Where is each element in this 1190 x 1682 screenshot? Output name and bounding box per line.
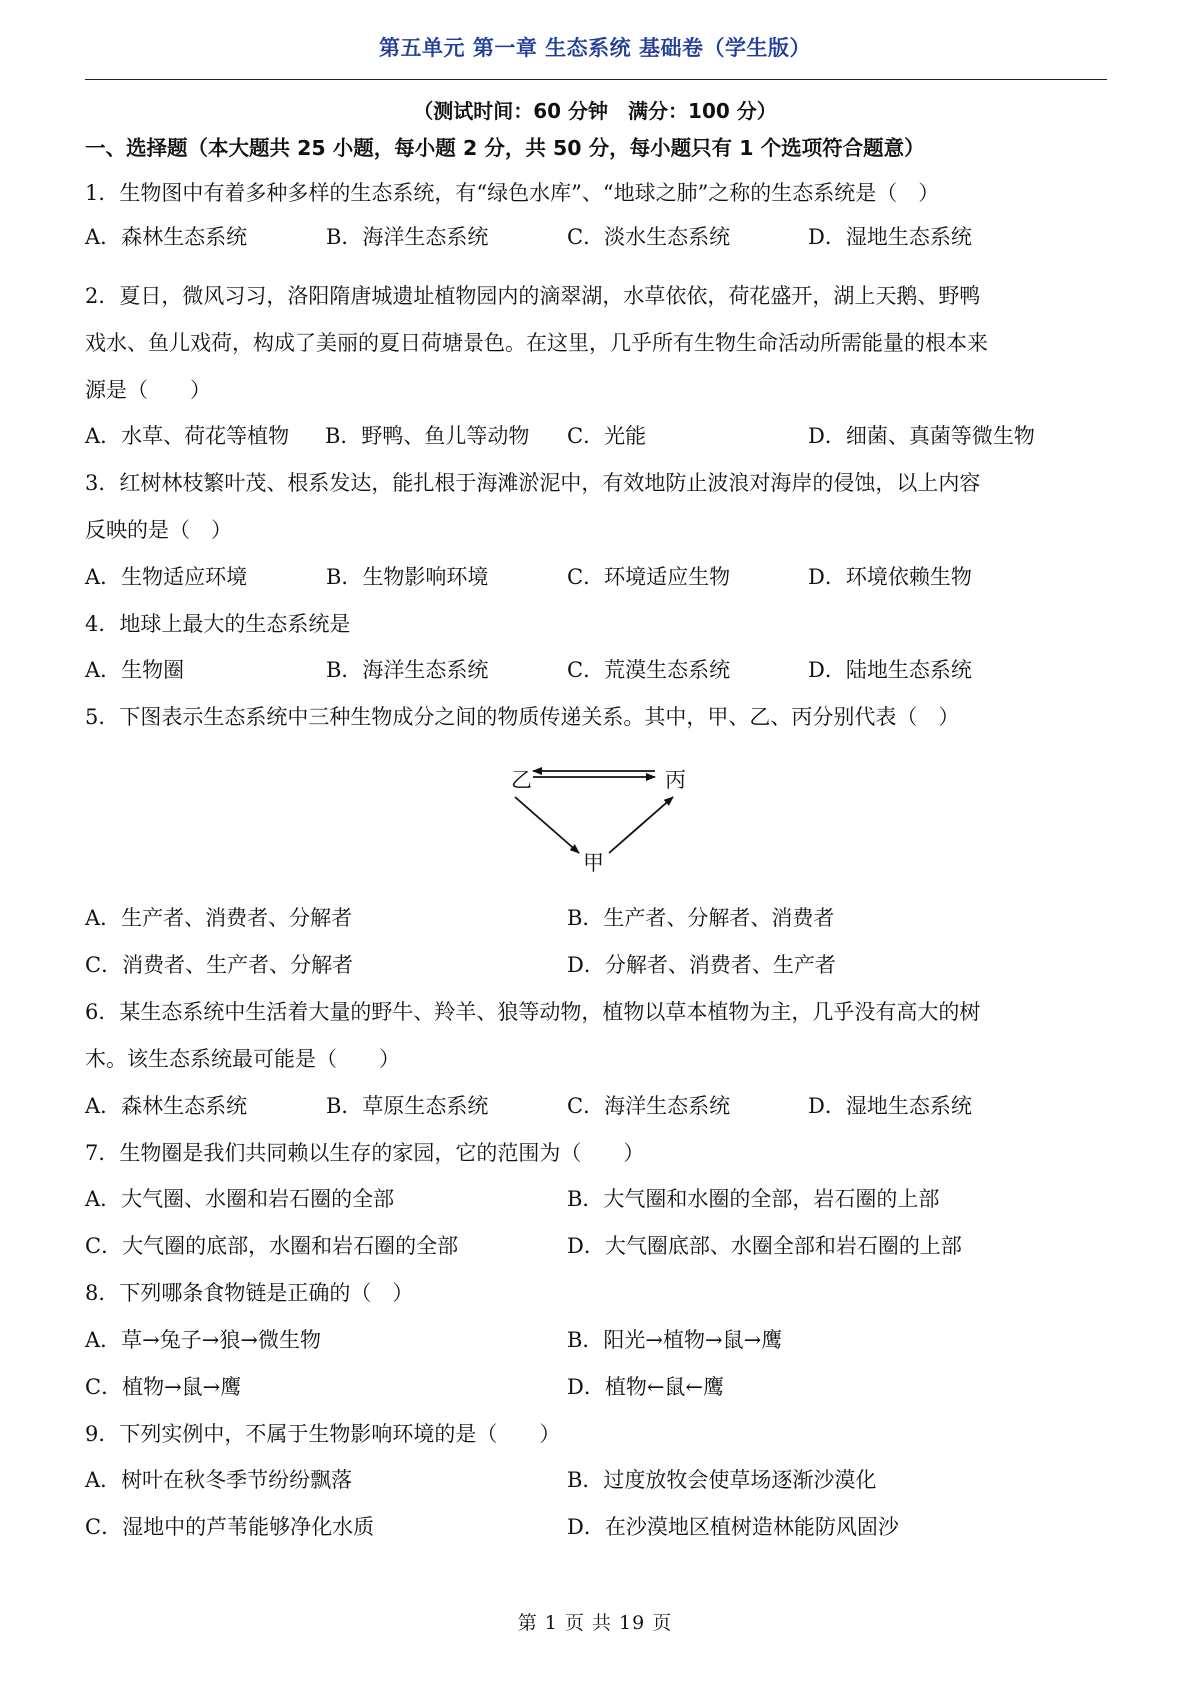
option-c: C．环境适应生物: [567, 565, 731, 589]
option-d: D．陆地生态系统: [808, 658, 972, 682]
option-d: D．在沙漠地区植树造林能防风固沙: [567, 1515, 899, 1539]
option-a: A．树叶在秋冬季节纷纷飘落: [85, 1468, 353, 1492]
option-c: C．湿地中的芦苇能够净化水质: [85, 1515, 375, 1539]
question-7-options-row-1: [85, 1184, 1115, 1214]
question-5-options-row-1: [85, 903, 1115, 933]
option-c: C．植物→鼠→鹰: [85, 1375, 242, 1399]
option-b: B．野鸭、鱼儿等动物: [325, 424, 530, 448]
option-d: D．分解者、消费者、生产者: [567, 953, 836, 977]
option-b: B．草原生态系统: [326, 1094, 489, 1118]
question-7-stem: 7．生物圈是我们共同赖以生存的家园，它的范围为（ ）: [85, 1141, 645, 1165]
question-2-stem-line-2: 戏水、鱼儿戏荷，构成了美丽的夏日荷塘景色。在这里，几乎所有生物生命活动所需能量的根本来: [85, 331, 988, 355]
option-b: B．生产者、分解者、消费者: [567, 906, 835, 930]
question-6-stem-line-1: 6．某生态系统中生活着大量的野牛、羚羊、狼等动物，植物以草本植物为主，几乎没有高大的树: [85, 1000, 981, 1024]
question-6-stem-line-2: 木。该生态系统最可能是（ ）: [85, 1047, 400, 1071]
question-8-stem: 8．下列哪条食物链是正确的（ ）: [85, 1281, 414, 1305]
option-b: B．大气圈和水圈的全部，岩石圈的上部: [567, 1187, 940, 1211]
question-9-options-row-2: [85, 1512, 1115, 1542]
option-c: C．荒漠生态系统: [567, 658, 731, 682]
question-9-options-row-1: [85, 1465, 1115, 1495]
arrow-jia-to-bing: [609, 797, 673, 853]
option-d: D．湿地生态系统: [808, 225, 972, 249]
option-c: C．淡水生态系统: [567, 225, 731, 249]
question-3-stem-line-1: 3．红树林枝繁叶茂、根系发达，能扎根于海滩淤泥中，有效地防止波浪对海岸的侵蚀，以上内容: [85, 471, 981, 495]
diagram-node-jia: 甲: [583, 851, 604, 875]
option-a: A．生物适应环境: [85, 565, 248, 589]
option-a: A．生产者、消费者、分解者: [85, 906, 353, 930]
question-8-options-row-2: [85, 1372, 1115, 1402]
exam-title: 第五单元 第一章 生态系统 基础卷（学生版）: [379, 36, 811, 60]
option-d: D．大气圈底部、水圈全部和岩石圈的上部: [567, 1234, 962, 1258]
question-1-stem: 1．生物图中有着多种多样的生态系统，有“绿色水库”、“地球之肺”之称的生态系统是（ ）: [85, 181, 940, 205]
option-a: A．生物圈: [85, 658, 185, 682]
question-5-stem: 5．下图表示生态系统中三种生物成分之间的物质传递关系。其中，甲、乙、丙分别代表（ ）: [85, 705, 960, 729]
option-a: A．森林生态系统: [85, 1094, 248, 1118]
option-d: D．环境依赖生物: [808, 565, 972, 589]
option-c: C．大气圈的底部，水圈和岩石圈的全部: [85, 1234, 459, 1258]
question-4-stem: 4．地球上最大的生态系统是: [85, 612, 351, 636]
option-d: D．湿地生态系统: [808, 1094, 972, 1118]
page-number: 第 1 页 共 19 页: [517, 1612, 673, 1634]
question-6-options: [85, 1091, 1115, 1121]
question-2-stem-line-3: 源是（ ）: [85, 378, 211, 402]
header-divider: [85, 79, 1107, 80]
option-b: B．阳光→植物→鼠→鹰: [567, 1328, 783, 1352]
option-b: B．海洋生态系统: [326, 658, 489, 682]
question-7-options-row-2: [85, 1231, 1115, 1261]
question-2-options: [85, 421, 1115, 451]
option-a: A．水草、荷花等植物: [85, 424, 290, 448]
option-d: D．细菌、真菌等微生物: [808, 424, 1035, 448]
arrow-yi-to-jia: [515, 797, 579, 853]
question-2-stem-line-1: 2．夏日，微风习习，洛阳隋唐城遗址植物园内的滴翠湖，水草依依，荷花盛开，湖上天鹅、野鸭: [85, 284, 981, 308]
option-c: C．消费者、生产者、分解者: [85, 953, 354, 977]
material-transfer-diagram: [485, 757, 705, 885]
diagram-node-bing: 丙: [665, 768, 686, 792]
option-b: B．过度放牧会使草场逐渐沙漠化: [567, 1468, 877, 1492]
option-a: A．大气圈、水圈和岩石圈的全部: [85, 1187, 395, 1211]
question-3-options: [85, 562, 1115, 592]
question-9-stem: 9．下列实例中，不属于生物影响环境的是（ ）: [85, 1422, 561, 1446]
question-4-options: [85, 655, 1115, 685]
option-b: B．生物影响环境: [326, 565, 489, 589]
option-a: A．草→兔子→狼→微生物: [85, 1328, 321, 1352]
question-1-options: [85, 222, 1115, 252]
option-c: C．光能: [567, 424, 647, 448]
question-3-stem-line-2: 反映的是（ ）: [85, 518, 232, 542]
question-5-options-row-2: [85, 950, 1115, 980]
option-d: D．植物←鼠←鹰: [567, 1375, 725, 1399]
section-heading: 一、选择题（本大题共 25 小题，每小题 2 分，共 50 分，每小题只有 1 个选项符合题意）: [85, 136, 925, 160]
test-info: （测试时间：60 分钟 满分：100 分）: [413, 99, 777, 123]
option-b: B．海洋生态系统: [326, 225, 489, 249]
question-8-options-row-1: [85, 1325, 1115, 1355]
option-c: C．海洋生态系统: [567, 1094, 731, 1118]
diagram-node-yi: 乙: [511, 768, 532, 792]
option-a: A．森林生态系统: [85, 225, 248, 249]
